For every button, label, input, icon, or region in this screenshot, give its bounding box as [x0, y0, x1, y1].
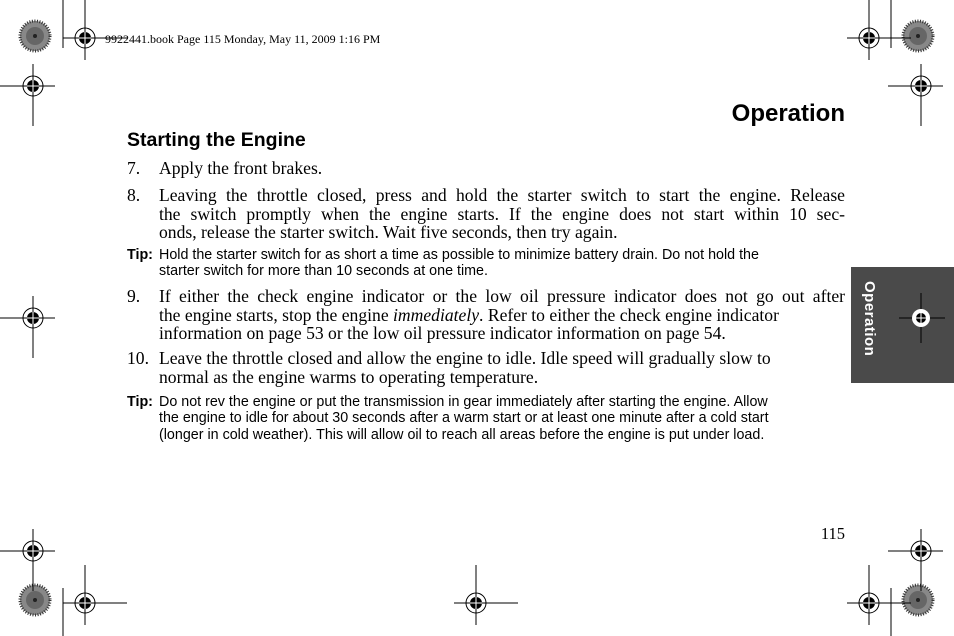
step-text: the engine starts, stop the engine: [159, 304, 394, 325]
step-number: 7.: [127, 158, 141, 178]
step-number: 8.: [127, 185, 141, 205]
step-text: If either the check engine indicator or the low oil pressure indicator does not go out after: [159, 286, 845, 306]
section-title: Operation: [731, 100, 845, 127]
step-10: [127, 349, 845, 386]
page-number: 115: [820, 524, 845, 543]
step-text-line: [159, 306, 845, 325]
crosshair-mark-icon: [63, 565, 127, 625]
tip-text: the engine to idle for about 30 seconds after a warm start or at least one minute after a cold start: [159, 410, 769, 427]
tip-label: Tip:: [127, 247, 153, 263]
step-number: 10.: [127, 348, 149, 368]
step-text: Leaving the throttle closed, press and hold the starter switch to start the engine. Release: [159, 185, 845, 205]
step-text: normal as the engine warms to operating temperature.: [159, 366, 539, 387]
step-text: the switch promptly when the engine starts. If the engine does not start within 10 sec-: [159, 203, 845, 224]
crosshair-mark-icon: [454, 565, 518, 625]
tip-text: Hold the starter switch for as short a time as possible to minimize battery drain. Do not hold the: [159, 247, 759, 263]
tip-1: [127, 247, 845, 280]
step-text: Leave the throttle closed and allow the engine to idle. Idle speed will gradually slow to: [159, 348, 771, 368]
side-tab-label: Operation: [861, 281, 878, 357]
crosshair-mark-icon: [847, 565, 911, 625]
step-text: information on page 53 or the low oil pressure indicator information on page 54.: [159, 323, 726, 344]
tip-text: starter switch for more than 10 seconds at one time.: [159, 263, 488, 280]
step-text: . Refer to either the check engine indicator: [479, 304, 779, 325]
crosshair-mark-icon: [847, 0, 911, 60]
crosshair-mark-icon: [888, 64, 943, 126]
step-9: [127, 287, 845, 343]
crosshair-mark-icon: [63, 0, 127, 60]
chapter-side-tab: [851, 267, 954, 383]
starburst-mark-icon: [903, 21, 933, 51]
starburst-mark-icon: [903, 585, 933, 615]
crosshair-mark-icon: [0, 529, 55, 591]
step-7: [127, 159, 845, 178]
tip-text: Do not rev the engine or put the transmission in gear immediately after starting the engine. Allow: [159, 394, 768, 410]
crosshair-mark-icon: [0, 296, 55, 358]
step-text: Apply the front brakes.: [159, 158, 323, 178]
tip-text: (longer in cold weather). This will allow oil to reach all areas before the engine is put under load.: [159, 426, 765, 443]
step-number: 9.: [127, 286, 141, 306]
starburst-mark-icon: [20, 585, 50, 615]
print-slug: 9922441.book Page 115 Monday, May 11, 2009 1:16 PM: [105, 32, 381, 46]
emphasis-text: immediately: [393, 304, 480, 325]
starburst-mark-icon: [20, 21, 50, 51]
step-8: [127, 186, 845, 242]
subsection-title: Starting the Engine: [127, 129, 306, 151]
tip-label: Tip:: [127, 394, 153, 410]
crosshair-mark-icon: [899, 293, 945, 343]
crosshair-mark-icon: [888, 529, 943, 591]
tip-2: [127, 394, 845, 443]
crosshair-mark-icon: [0, 64, 55, 126]
step-text: onds, release the starter switch. Wait five seconds, then try again.: [159, 222, 618, 243]
